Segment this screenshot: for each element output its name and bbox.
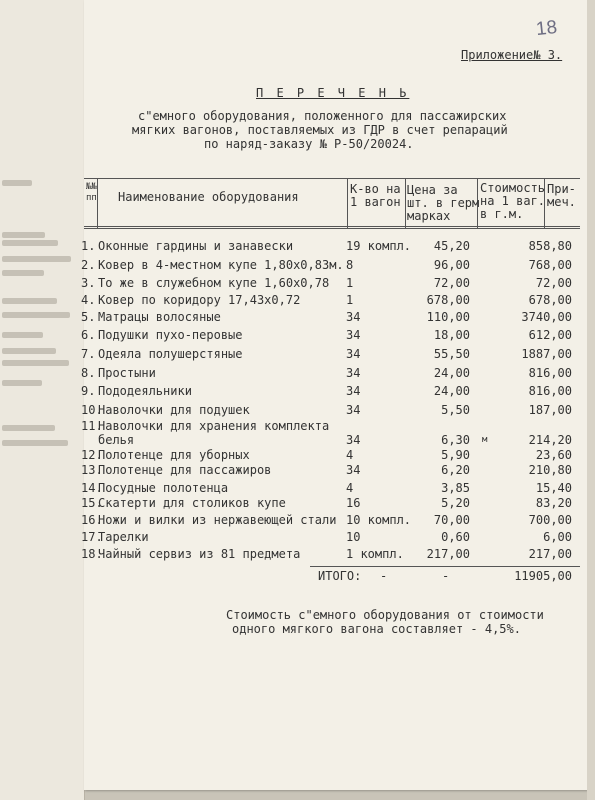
previous-page-text-fragment bbox=[2, 348, 56, 354]
header-num: №№ пп bbox=[86, 182, 97, 203]
document-title: П Е Р Е Ч Е Н Ь bbox=[256, 86, 410, 100]
previous-page-edge bbox=[0, 0, 85, 800]
row-item-name: Оконные гардины и занавески bbox=[98, 239, 294, 253]
header-price: Цена за шт. в герм марках bbox=[407, 183, 480, 223]
row-number: 17. bbox=[81, 530, 103, 544]
table-header-border bbox=[84, 226, 580, 227]
subtitle-line-1: с"емного оборудования, положенного для пассажирских bbox=[138, 109, 507, 123]
row-cost: 678,00 bbox=[528, 293, 572, 307]
row-number: 15. bbox=[81, 496, 103, 510]
total-cost: 11905,00 bbox=[514, 569, 572, 583]
row-item-name: То же в служебном купе 1,60х0,78 bbox=[98, 276, 330, 290]
appendix-label: Приложение№ 3. bbox=[461, 48, 563, 62]
row-price: 5,90 bbox=[441, 448, 470, 462]
header-note: При- меч. bbox=[547, 182, 576, 209]
row-cost: 83,20 bbox=[535, 496, 572, 510]
row-price: 70,00 bbox=[433, 513, 470, 527]
row-cost: 768,00 bbox=[528, 258, 572, 272]
col-divider-num bbox=[97, 178, 98, 228]
row-number: 11. bbox=[81, 419, 103, 433]
row-cost: 700,00 bbox=[528, 513, 572, 527]
row-price: 217,00 bbox=[426, 547, 470, 561]
row-item-name: Чайный сервиз из 81 предмета bbox=[98, 547, 301, 561]
row-quantity: 19 компл. bbox=[346, 239, 412, 253]
row-item-name: Наволочки для подушек bbox=[98, 403, 250, 417]
row-number: 4. bbox=[81, 293, 96, 307]
row-price: 110,00 bbox=[426, 310, 470, 324]
row-cost: 612,00 bbox=[528, 328, 572, 342]
row-item-name: Ножи и вилки из нержавеющей стали bbox=[98, 513, 337, 527]
row-number: 7. bbox=[81, 347, 96, 361]
row-price: 6,20 bbox=[441, 463, 470, 477]
row-quantity: 1 bbox=[346, 293, 354, 307]
previous-page-text-fragment bbox=[2, 240, 58, 246]
row-number: 5. bbox=[81, 310, 96, 324]
row-quantity: 10 компл. bbox=[346, 513, 412, 527]
footer-note-line-1: Стоимость с"емного оборудования от стоимости bbox=[226, 608, 544, 622]
row-cost: 23,60 bbox=[535, 448, 572, 462]
previous-page-text-fragment bbox=[2, 270, 44, 276]
previous-page-text-fragment bbox=[2, 256, 71, 262]
row-quantity: 4 bbox=[346, 448, 354, 462]
row-number: 1. bbox=[81, 239, 96, 253]
row-price: 96,00 bbox=[433, 258, 470, 272]
row-quantity: 34 bbox=[346, 403, 361, 417]
row-price: 55,50 bbox=[433, 347, 470, 361]
row-number: 16. bbox=[81, 513, 103, 527]
row-quantity: 8 bbox=[346, 258, 354, 272]
row-cost: 217,00 bbox=[528, 547, 572, 561]
total-label: ИТОГО: bbox=[318, 569, 362, 583]
previous-page-text-fragment bbox=[2, 425, 55, 431]
table-total-border bbox=[310, 566, 580, 567]
previous-page-text-fragment bbox=[2, 360, 69, 366]
table-top-border bbox=[84, 178, 580, 179]
row-handwritten-mark: м bbox=[482, 435, 488, 445]
row-quantity: 16 bbox=[346, 496, 361, 510]
row-item-name: Простыни bbox=[98, 366, 156, 380]
previous-page-text-fragment bbox=[2, 298, 57, 304]
row-price: 5,50 bbox=[441, 403, 470, 417]
row-quantity: 1 компл. bbox=[346, 547, 404, 561]
row-quantity: 10 bbox=[346, 530, 361, 544]
row-number: 8. bbox=[81, 366, 96, 380]
row-number: 14. bbox=[81, 481, 103, 495]
row-number: 10. bbox=[81, 403, 103, 417]
row-cost: 816,00 bbox=[528, 384, 572, 398]
row-quantity: 34 bbox=[346, 463, 361, 477]
row-cost: 3740,00 bbox=[521, 310, 572, 324]
previous-page-text-fragment bbox=[2, 312, 70, 318]
row-number: 18. bbox=[81, 547, 103, 561]
row-quantity: 4 bbox=[346, 481, 354, 495]
total-qty: - bbox=[380, 569, 388, 583]
row-quantity: 34 bbox=[346, 433, 361, 447]
row-item-name: Пододеяльники bbox=[98, 384, 192, 398]
header-cost: Стоимость на 1 ваг. в г.м. bbox=[480, 181, 546, 221]
col-divider-name bbox=[347, 178, 348, 228]
row-price: 6,30 bbox=[441, 433, 470, 447]
row-quantity: 34 bbox=[346, 366, 361, 380]
row-quantity: 34 bbox=[346, 328, 361, 342]
row-price: 18,00 bbox=[433, 328, 470, 342]
row-number: 6. bbox=[81, 328, 96, 342]
row-quantity: 34 bbox=[346, 347, 361, 361]
page-edge-right bbox=[587, 0, 595, 800]
handwritten-page-number: 18 bbox=[534, 16, 559, 41]
row-cost: 6,00 bbox=[543, 530, 572, 544]
row-item-name: Матрацы волосяные bbox=[98, 310, 221, 324]
previous-page-text-fragment bbox=[2, 440, 68, 446]
row-price: 5,20 bbox=[441, 496, 470, 510]
row-number: 9. bbox=[81, 384, 96, 398]
row-item-name: Ковер в 4-местном купе 1,80х0,83м. bbox=[98, 258, 344, 272]
total-price: - bbox=[442, 569, 450, 583]
row-item-name: Наволочки для хранения комплекта bbox=[98, 419, 330, 433]
row-cost: 210,80 bbox=[528, 463, 572, 477]
row-cost: 816,00 bbox=[528, 366, 572, 380]
col-divider-qty bbox=[405, 178, 406, 228]
table-header-border-double bbox=[84, 228, 580, 229]
previous-page-text-fragment bbox=[2, 232, 45, 238]
row-number: 3. bbox=[81, 276, 96, 290]
row-quantity: 34 bbox=[346, 384, 361, 398]
row-price: 72,00 bbox=[433, 276, 470, 290]
row-item-name: Полотенце для уборных bbox=[98, 448, 250, 462]
row-item-name: белья bbox=[98, 433, 135, 447]
row-quantity: 34 bbox=[346, 310, 361, 324]
row-cost: 1887,00 bbox=[521, 347, 572, 361]
previous-page-text-fragment bbox=[2, 332, 43, 338]
row-number: 2. bbox=[81, 258, 96, 272]
row-item-name: Одеяла полушерстяные bbox=[98, 347, 243, 361]
row-price: 678,00 bbox=[426, 293, 470, 307]
row-price: 0,60 bbox=[441, 530, 470, 544]
header-qty: К-во на 1 вагон bbox=[350, 182, 401, 209]
row-cost: 214,20 bbox=[528, 433, 572, 447]
subtitle-line-3: по наряд-заказу № Р-50/20024. bbox=[204, 137, 414, 151]
row-cost: 858,80 bbox=[528, 239, 572, 253]
row-cost: 187,00 bbox=[528, 403, 572, 417]
row-item-name: Полотенце для пассажиров bbox=[98, 463, 272, 477]
row-cost: 15,40 bbox=[535, 481, 572, 495]
row-item-name: Подушки пухо-перовые bbox=[98, 328, 243, 342]
row-item-name: Ковер по коридору 17,43х0,72 bbox=[98, 293, 301, 307]
row-item-name: Тарелки bbox=[98, 530, 149, 544]
row-price: 3,85 bbox=[441, 481, 470, 495]
row-item-name: Скатерти для столиков купе bbox=[98, 496, 286, 510]
subtitle-line-2: мягких вагонов, поставляемых из ГДР в счет репараций bbox=[132, 123, 508, 137]
footer-note-line-2: одного мягкого вагона составляет - 4,5%. bbox=[232, 622, 521, 636]
row-price: 45,20 bbox=[433, 239, 470, 253]
row-number: 13. bbox=[81, 463, 103, 477]
row-quantity: 1 bbox=[346, 276, 354, 290]
row-item-name: Посудные полотенца bbox=[98, 481, 229, 495]
previous-page-text-fragment bbox=[2, 380, 42, 386]
row-price: 24,00 bbox=[433, 366, 470, 380]
row-price: 24,00 bbox=[433, 384, 470, 398]
header-name: Наименование оборудования bbox=[118, 190, 299, 204]
row-cost: 72,00 bbox=[535, 276, 572, 290]
row-number: 12. bbox=[81, 448, 103, 462]
previous-page-text-fragment bbox=[2, 180, 32, 186]
